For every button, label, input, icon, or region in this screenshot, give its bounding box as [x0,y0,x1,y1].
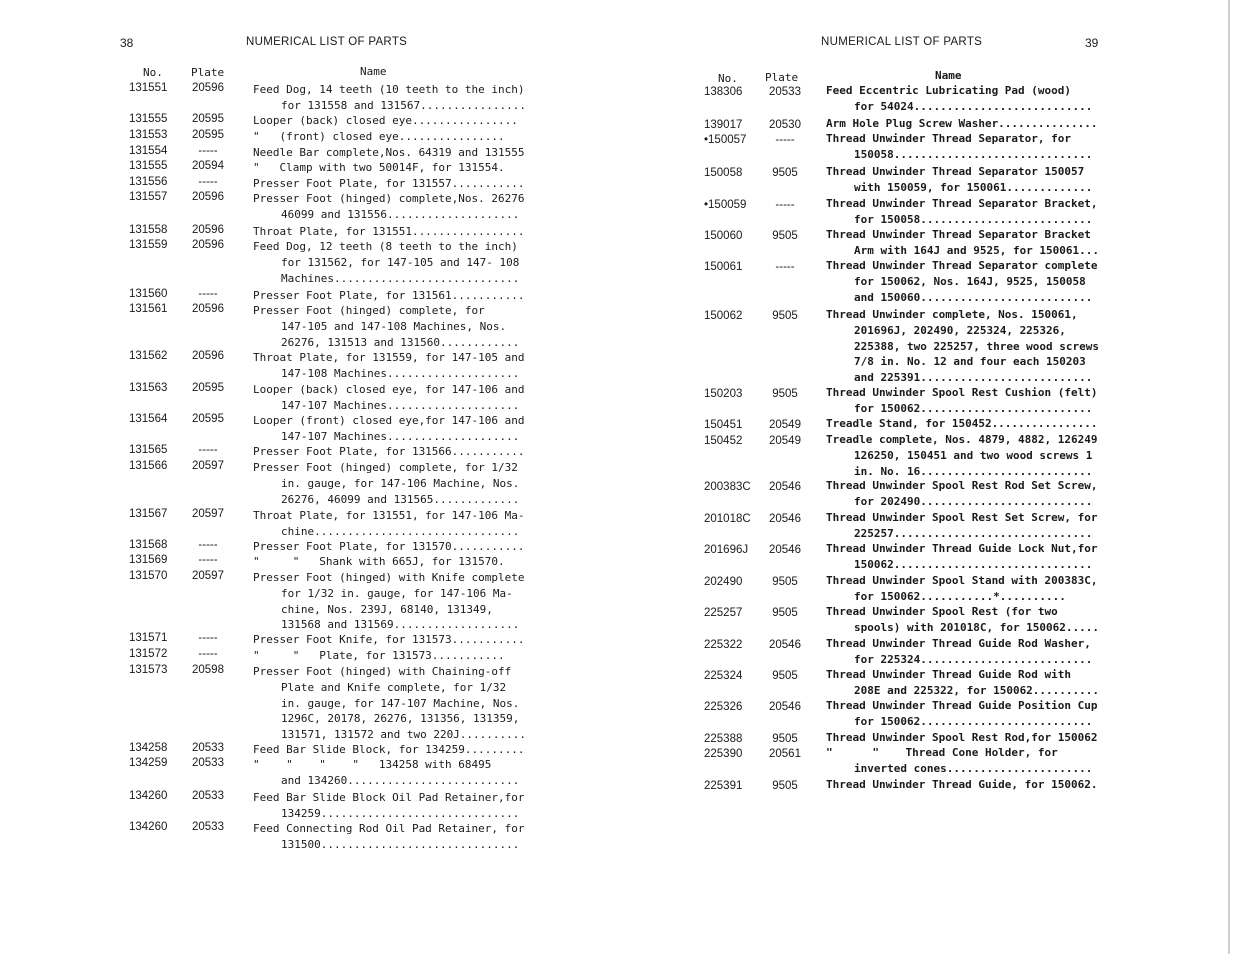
part-description [826,478,1098,510]
part-number: 201018C [704,513,751,525]
part-description [253,224,525,240]
part-description [253,113,518,129]
part-description [253,460,519,507]
part-number: 225391 [704,780,743,792]
plate-number: 20594 [192,160,224,172]
plate-number: 20595 [192,129,224,141]
part-number: 150061 [704,261,743,273]
part-number: 134260 [129,821,168,833]
part-description [253,288,525,304]
plate-number: ----- [198,444,218,456]
plate-number: 9505 [772,780,798,792]
part-description [253,191,525,223]
description-line: chine............................... [281,524,520,538]
description-line: Throat Plate, for 131551................. [253,225,525,238]
description-line: Thread Unwinder Spool Stand with 200383C, [826,574,1098,587]
plate-number: 20596 [192,82,224,94]
plate-number: 20596 [192,350,224,362]
part-number: 225388 [704,733,743,745]
plate-number: 20533 [769,86,801,98]
description-line: Presser Foot (hinged) complete, for [253,304,485,317]
plate-number: 9505 [772,310,798,322]
plate-number: ----- [198,176,218,188]
part-description [253,632,525,648]
description-line: with 150059, for 150061............. [854,180,1093,194]
plate-number: 9505 [772,230,798,242]
plate-number: 9505 [772,607,798,619]
description-line: 26276, 131513 and 131560............ [281,335,520,349]
description-line: chine, Nos. 239J, 68140, 131349, [281,602,493,616]
description-line: " Clamp with two 50014F, for 131554. [253,161,505,174]
part-number: 131564 [129,413,168,425]
part-number: 131554 [129,145,168,157]
description-line: for 225324.......................... [854,652,1093,666]
description-line: for 150058.......................... [854,212,1093,226]
description-line: Presser Foot (hinged) with Knife complete [253,571,525,584]
plate-number: 20546 [769,639,801,651]
description-line: inverted cones...................... [854,761,1093,775]
part-description [253,350,525,382]
part-number: 131563 [129,382,168,394]
part-number: 131560 [129,288,168,300]
description-line: 225257.............................. [854,526,1093,540]
part-number: 131565 [129,444,168,456]
description-line: for 54024........................... [854,99,1093,113]
plate-number: 20596 [192,303,224,315]
description-line: Feed Dog, 14 teeth (10 teeth to the inch) [253,83,525,96]
plate-number: ----- [775,261,795,273]
description-line: for 202490.......................... [854,494,1093,508]
part-description [253,554,505,570]
page-number: 38 [120,36,134,50]
part-number: 134260 [129,790,168,802]
part-number: 131572 [129,648,168,660]
part-description [826,385,1098,417]
part-description [253,413,525,445]
description-line: Feed Connecting Rod Oil Pad Retainer, for [253,822,525,835]
page-title: NUMERICAL LIST OF PARTS [821,36,983,48]
part-description [253,129,505,145]
plate-number: ----- [775,134,795,146]
plate-number: 20597 [192,460,224,472]
plate-number: ----- [198,554,218,566]
description-line: Treadle complete, Nos. 4879, 4882, 126249 [826,433,1098,446]
plate-number: 9505 [772,670,798,682]
plate-number: 20595 [192,413,224,425]
part-number: 150451 [704,419,743,431]
part-description [826,258,1098,305]
plate-number: 20546 [769,544,801,556]
part-description [826,196,1098,228]
part-description [826,164,1092,196]
part-number: 131555 [129,113,168,125]
description-line: for 150062...........*.......... [854,589,1066,603]
description-line: 131500.............................. [281,837,520,851]
plate-number: 20596 [192,239,224,251]
part-description [253,444,525,460]
description-line: Thread Unwinder Thread Separator Bracket [826,228,1091,241]
part-number: 131562 [129,350,168,362]
part-description [826,745,1092,777]
part-number: 131570 [129,570,168,582]
plate-number: 20598 [192,664,224,676]
plate-number: 20546 [769,513,801,525]
description-line: Thread Unwinder Thread Guide Position Cup [826,699,1098,712]
description-line: Thread Unwinder Thread Guide, for 150062. [826,778,1098,791]
part-description [253,742,525,758]
column-header-name: Name [360,65,387,78]
part-description [253,160,505,176]
part-description [826,730,1098,746]
description-line: 201696J, 202490, 225324, 225326, [854,323,1066,337]
description-line: Feed Dog, 12 teeth (8 teeth to the inch) [253,240,518,253]
description-line: Thread Unwinder Thread Separator complete [826,259,1098,272]
plate-number: ----- [198,145,218,157]
description-line: Thread Unwinder complete, Nos. 150061, [826,308,1078,321]
page-edge-divider [1228,0,1230,954]
column-header-plate: Plate [191,66,225,79]
part-number: 134259 [129,757,168,769]
description-line: for 1/32 in. gauge, for 147-106 Ma- [281,586,513,600]
description-line: 1296C, 20178, 26276, 131356, 131359, [281,712,520,726]
description-line: Throat Plate, for 131559, for 147-105 and [253,351,525,364]
plate-number: 20546 [769,481,801,493]
description-line: Thread Unwinder Thread Guide Lock Nut,for [826,542,1098,555]
plate-number: ----- [198,632,218,644]
plate-number: 9505 [772,733,798,745]
description-line: Presser Foot Plate, for 131570........... [253,540,525,553]
description-line: and 225391.......................... [854,371,1093,385]
description-line: spools) with 201018C, for 150062..... [854,620,1100,634]
description-line: Presser Foot Plate, for 131561........... [253,289,525,302]
plate-number: 20595 [192,113,224,125]
plate-number: 9505 [772,576,798,588]
part-number: 202490 [704,576,743,588]
page-number: 39 [1085,36,1099,50]
part-number: •150057 [704,134,747,146]
description-line: 150062.............................. [854,557,1093,571]
part-number: 131566 [129,460,168,472]
part-description [826,698,1098,730]
description-line: 26276, 46099 and 131565............. [281,492,520,506]
part-description [826,541,1098,573]
part-number: 150058 [704,167,743,179]
part-number: 131557 [129,191,168,203]
part-number: •150059 [704,199,747,211]
description-line: Presser Foot (hinged) complete,Nos. 26276 [253,192,525,205]
part-description [826,116,1098,132]
description-line: Throat Plate, for 131551, for 147-106 Ma- [253,509,525,522]
plate-number: 20530 [769,119,801,131]
description-line: 131571, 131572 and two 220J.......... [281,728,527,742]
description-line: in. gauge, for 147-106 Machine, Nos. [281,476,520,490]
part-description [253,382,525,414]
description-line: 46099 and 131556.................... [281,207,520,221]
part-number: 200383C [704,481,751,493]
part-number: 225390 [704,748,743,760]
part-number: 131551 [129,82,168,94]
part-description [253,539,525,555]
part-description [826,777,1098,793]
part-number: 225257 [704,607,743,619]
part-description [253,790,525,822]
description-line: in. No. 16.......................... [854,464,1093,478]
plate-number: ----- [198,288,218,300]
part-number: 225322 [704,639,743,651]
plate-number: ----- [775,199,795,211]
part-number: 134258 [129,742,168,754]
part-number: 150452 [704,435,743,447]
left-page [0,0,617,954]
description-line: for 150062.......................... [854,401,1093,415]
part-description [253,303,519,350]
part-description [253,176,525,192]
description-line: Arm with 164J and 9525, for 150061... [854,243,1100,257]
description-line: " " Plate, for 131573........... [253,649,505,662]
description-line: Thread Unwinder Thread Separator Bracket, [826,197,1098,210]
part-description [826,573,1098,605]
description-line: Thread Unwinder Thread Guide Rod with [826,668,1072,681]
description-line: Thread Unwinder Spool Rest Rod Set Screw, [826,479,1098,492]
description-line: Presser Foot Plate, for 131566........... [253,445,525,458]
part-description [253,648,505,664]
part-number: 131555 [129,160,168,172]
plate-number: 9505 [772,388,798,400]
description-line: Treadle Stand, for 150452................ [826,417,1098,430]
plate-number: 20533 [192,821,224,833]
part-description [253,145,525,161]
plate-number: 20549 [769,435,801,447]
description-line: 131568 and 131569................... [281,618,520,632]
description-line: Looper (front) closed eye,for 147-106 and [253,414,525,427]
column-header-name: Name [935,69,962,82]
description-line: Presser Foot Knife, for 131573........... [253,633,525,646]
description-line: for 150062, Nos. 164J, 9525, 150058 [854,274,1086,288]
description-line: Arm Hole Plug Screw Washer............... [826,117,1098,130]
part-number: 150060 [704,230,743,242]
description-line: Machines............................ [281,271,520,285]
description-line: 147-105 and 147-108 Machines, Nos. [281,319,507,333]
description-line: for 131562, for 147-105 and 147- 108 [281,255,520,269]
description-line: in. gauge, for 147-107 Machine, Nos. [281,696,520,710]
plate-number: 20597 [192,508,224,520]
plate-number: 20533 [192,757,224,769]
part-description [826,432,1098,479]
description-line: Thread Unwinder Thread Separator 150057 [826,165,1085,178]
plate-number: 20533 [192,790,224,802]
right-page [617,0,1235,954]
description-line: Presser Foot (hinged) with Chaining-off [253,665,512,678]
description-line: " " Thread Cone Holder, for [826,746,1058,759]
part-number: 131568 [129,539,168,551]
part-number: 131573 [129,664,168,676]
description-line: Thread Unwinder Spool Rest (for two [826,605,1058,618]
description-line: 208E and 225322, for 150062.......... [854,683,1100,697]
part-description [253,239,519,286]
part-description [826,604,1099,636]
part-description [826,510,1098,542]
plate-number: 20549 [769,419,801,431]
plate-number: 20596 [192,224,224,236]
description-line: Thread Unwinder Thread Guide Rod Washer, [826,637,1091,650]
description-line: for 131558 and 131567................ [281,98,527,112]
part-number: 131567 [129,508,168,520]
description-line: 134259.............................. [281,806,520,820]
part-number: 131556 [129,176,168,188]
part-number: 225326 [704,701,743,713]
column-header-no: No. [143,66,163,79]
part-number: 201696J [704,544,749,556]
plate-number: 20546 [769,701,801,713]
page-title: NUMERICAL LIST OF PARTS [246,36,408,48]
plate-number: ----- [198,539,218,551]
part-number: 131559 [129,239,168,251]
description-line: Presser Foot (hinged) complete, for 1/32 [253,461,518,474]
description-line: " " " " 134258 with 68495 [253,758,492,771]
part-description [826,131,1092,163]
description-line: Feed Bar Slide Block, for 134259......... [253,743,525,756]
part-description [826,667,1099,699]
description-line: Needle Bar complete,Nos. 64319 and 131555 [253,146,525,159]
plate-number: 9505 [772,167,798,179]
plate-number: 20595 [192,382,224,394]
plate-number: ----- [198,648,218,660]
part-number: 139017 [704,119,743,131]
part-number: 150062 [704,310,743,322]
part-description [253,82,526,114]
description-line: and 134260.......................... [281,773,520,787]
part-number: 131553 [129,129,168,141]
description-line: Looper (back) closed eye................ [253,114,518,127]
part-description [253,508,525,540]
description-line: 147-107 Machines.................... [281,398,520,412]
column-header-plate: Plate [765,71,799,84]
part-description [826,416,1098,432]
description-line: Presser Foot Plate, for 131557........... [253,177,525,190]
column-header-no: No. [718,72,738,85]
part-number: 138306 [704,86,743,98]
part-number: 131561 [129,303,168,315]
plate-number: 20561 [769,748,801,760]
part-description [253,821,525,853]
description-line: Plate and Knife complete, for 1/32 [281,680,507,694]
description-line: 7/8 in. No. 12 and four each 150203 [854,355,1086,369]
plate-number: 20596 [192,191,224,203]
description-line: " " Shank with 665J, for 131570. [253,555,505,568]
part-description [826,227,1099,259]
part-number: 150203 [704,388,743,400]
part-description [826,636,1092,668]
part-description [253,570,525,633]
description-line: Feed Bar Slide Block Oil Pad Retainer,for [253,791,525,804]
description-line: and 150060.......................... [854,290,1093,304]
description-line: 147-108 Machines.................... [281,366,520,380]
plate-number: 20597 [192,570,224,582]
part-number: 131558 [129,224,168,236]
description-line: " (front) closed eye................ [253,130,505,143]
plate-number: 20533 [192,742,224,754]
description-line: 126250, 150451 and two wood screws 1 [854,448,1093,462]
description-line: Thread Unwinder Thread Separator, for [826,132,1072,145]
description-line: Thread Unwinder Spool Rest Rod,for 150062 [826,731,1098,744]
description-line: Feed Eccentric Lubricating Pad (wood) [826,84,1072,97]
part-number: 131569 [129,554,168,566]
part-description [826,83,1092,115]
part-number: 225324 [704,670,743,682]
part-description [826,307,1099,386]
description-line: 150058.............................. [854,147,1093,161]
description-line: Looper (back) closed eye, for 147-106 and [253,383,525,396]
description-line: 225388, two 225257, three wood screws [854,339,1100,353]
description-line: Thread Unwinder Spool Rest Set Screw, for [826,511,1098,524]
description-line: 147-107 Machines.................... [281,429,520,443]
part-description [253,757,519,789]
description-line: Thread Unwinder Spool Rest Cushion (felt) [826,386,1098,399]
part-number: 131571 [129,632,168,644]
part-description [253,664,526,743]
description-line: for 150062.......................... [854,714,1093,728]
